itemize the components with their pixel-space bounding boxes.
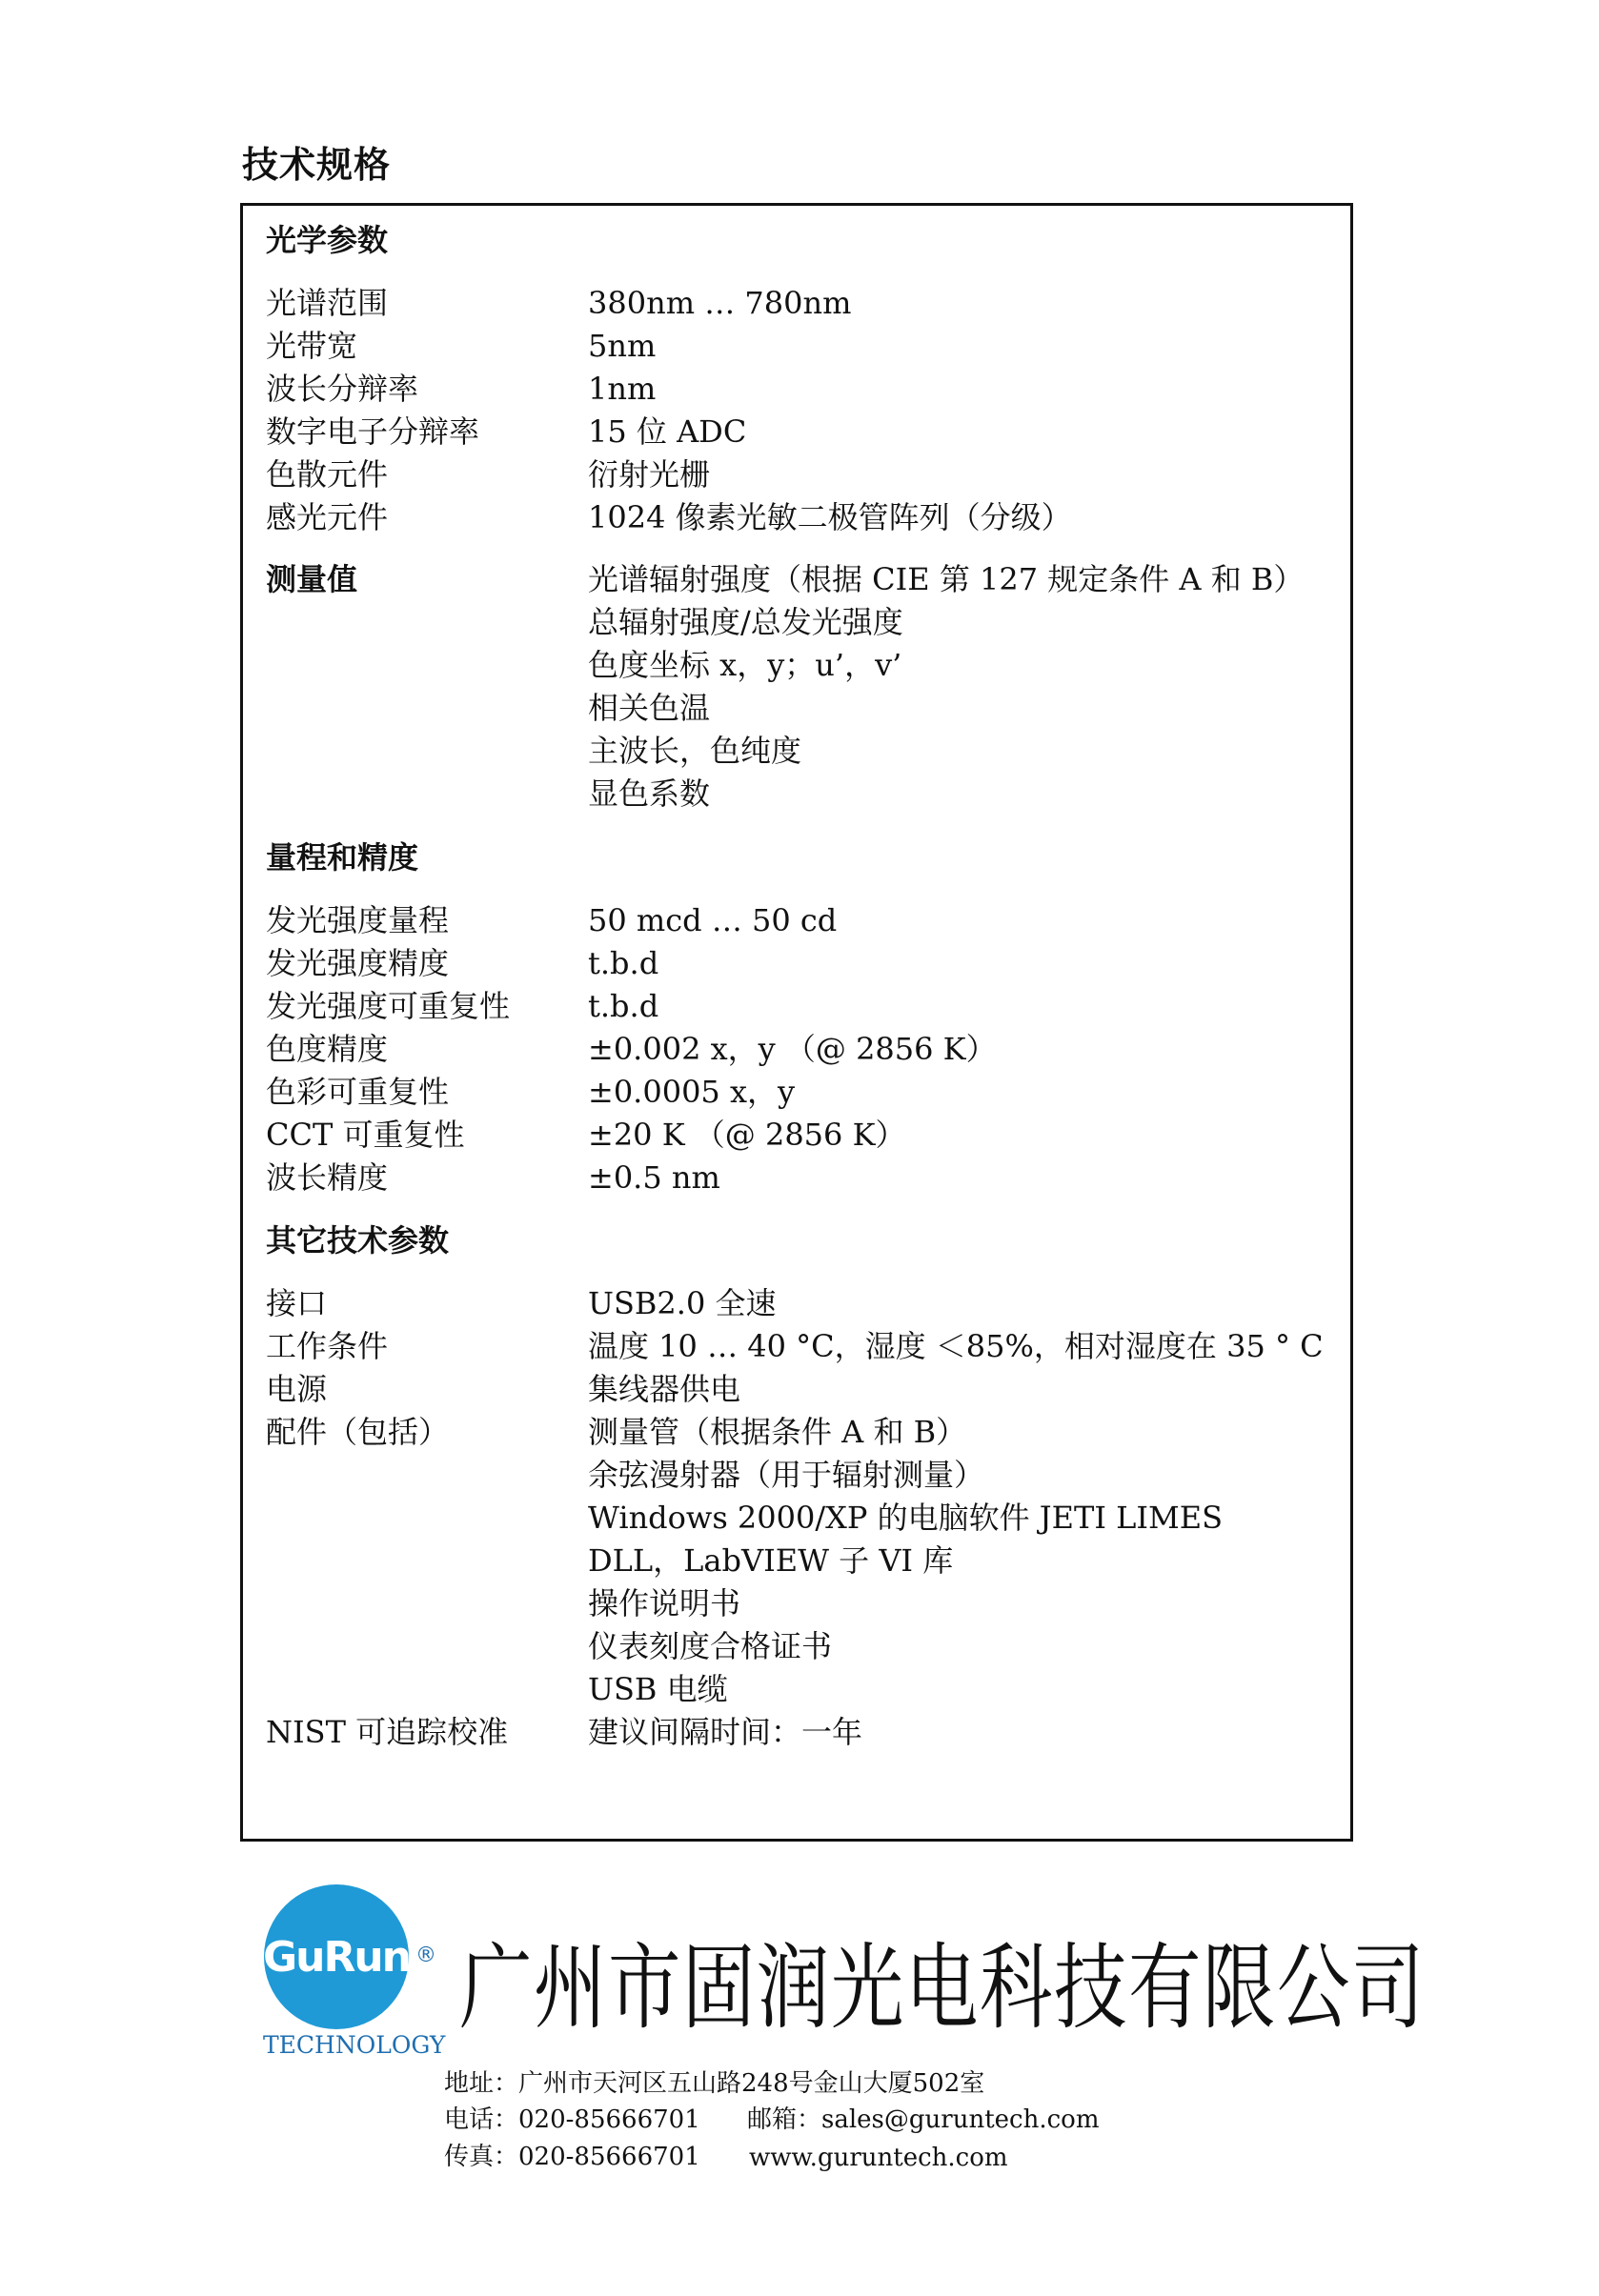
spec-label: 波长分辩率 <box>266 371 419 407</box>
spec-label <box>266 1668 588 1711</box>
spec-row <box>266 1454 1333 1497</box>
spec-value: 余弦漫射器（用于辐射测量） <box>588 1457 985 1493</box>
logo-text: GuRun <box>263 1932 410 1982</box>
spec-row <box>266 282 1333 325</box>
spec-label: 工作条件 <box>266 1328 389 1364</box>
spec-value: 1024 像素光敏二极管阵列（分级） <box>588 499 1072 535</box>
spec-row <box>266 1325 1333 1368</box>
spec-label: 接口 <box>266 1285 328 1321</box>
spec-label <box>266 1582 588 1625</box>
spec-row <box>266 899 1333 942</box>
spec-label: 波长精度 <box>266 1159 389 1196</box>
spec-value: 衍射光栅 <box>588 456 711 493</box>
spec-value: ±0.002 x，y （@ 2856 K） <box>588 1031 997 1067</box>
measurement-section <box>266 558 1333 816</box>
phone: 电话：020-85666701 <box>444 2105 700 2134</box>
spec-label <box>266 1540 588 1582</box>
spec-row <box>266 1028 1333 1071</box>
spec-row <box>266 1282 1333 1325</box>
registered-mark: ® <box>415 1944 436 1967</box>
spec-label: 数字电子分辩率 <box>266 413 480 450</box>
spec-row <box>266 1071 1333 1114</box>
spec-box <box>240 203 1353 1842</box>
range-section <box>266 836 1333 1199</box>
company-name: 广州市固润光电科技有限公司 <box>459 1934 1427 2043</box>
address: 地址：广州市天河区五山路248号金山大厦502室 <box>444 2069 985 2098</box>
spec-value: 380nm … 780nm <box>588 285 852 321</box>
measurement-value: 显色系数 <box>588 775 711 812</box>
other-section-title: 其它技术参数 <box>266 1222 450 1259</box>
spec-label: 发光强度可重复性 <box>266 988 511 1024</box>
spec-label: NIST 可追踪校准 <box>266 1714 509 1750</box>
spec-row <box>266 1625 1333 1668</box>
spec-label <box>266 1497 588 1540</box>
spec-row <box>266 1114 1333 1157</box>
spec-row <box>266 496 1333 539</box>
spec-value: t.b.d <box>588 945 659 981</box>
spec-value: 仪表刻度合格证书 <box>588 1628 833 1664</box>
other-section <box>266 1219 1333 1754</box>
spec-row <box>266 325 1333 368</box>
spec-value: t.b.d <box>588 988 659 1024</box>
spec-label: 感光元件 <box>266 499 389 535</box>
spec-row <box>266 1411 1333 1454</box>
spec-label <box>266 1625 588 1668</box>
spec-value: 5nm <box>588 328 657 364</box>
measurement-value: 光谱辐射强度（根据 CIE 第 127 规定条件 A 和 B） <box>588 561 1305 597</box>
other-rows <box>266 1282 1333 1754</box>
spec-value: 温度 10 … 40 °C，湿度 ＜85%，相对湿度在 35 ° C <box>588 1328 1324 1364</box>
optical-section <box>266 219 1333 539</box>
optical-rows <box>266 282 1333 539</box>
spec-label: 色彩可重复性 <box>266 1074 450 1110</box>
spec-value: 建议间隔时间：一年 <box>588 1714 863 1750</box>
range-section-title: 量程和精度 <box>266 839 419 876</box>
website: www.guruntech.com <box>749 2144 1008 2172</box>
spec-value: ±0.0005 x，y <box>588 1074 796 1110</box>
spec-row <box>266 1711 1333 1754</box>
spec-label: 光谱范围 <box>266 285 389 321</box>
page-title: 技术规格 <box>242 144 392 186</box>
optical-section-title: 光学参数 <box>266 222 389 258</box>
spec-row <box>266 1668 1333 1711</box>
spec-value: 集线器供电 <box>588 1371 741 1407</box>
spec-value: 1nm <box>588 371 657 407</box>
company-logo <box>264 1884 409 2029</box>
logo-subtitle: TECHNOLOGY <box>263 2031 446 2059</box>
spec-label: 色散元件 <box>266 456 389 493</box>
spec-row <box>266 942 1333 985</box>
spec-label: 光带宽 <box>266 328 358 364</box>
spec-label: 配件（包括） <box>266 1414 450 1450</box>
measurement-values <box>588 558 1333 816</box>
spec-row <box>266 1540 1333 1582</box>
spec-label: 色度精度 <box>266 1031 389 1067</box>
spec-value: ±20 K （@ 2856 K） <box>588 1117 906 1153</box>
spec-row <box>266 411 1333 453</box>
spec-row <box>266 985 1333 1028</box>
spec-value: USB2.0 全速 <box>588 1285 777 1321</box>
email: 邮箱：sales@guruntech.com <box>747 2105 1100 2134</box>
spec-label <box>266 1454 588 1497</box>
spec-value: 测量管（根据条件 A 和 B） <box>588 1414 967 1450</box>
measurement-value: 主波长，色纯度 <box>588 733 802 769</box>
spec-row <box>266 1368 1333 1411</box>
range-rows <box>266 899 1333 1199</box>
spec-value: ±0.5 nm <box>588 1159 720 1196</box>
spec-label: 发光强度精度 <box>266 945 450 981</box>
spec-value: Windows 2000/XP 的电脑软件 JETI LIMES <box>588 1500 1224 1536</box>
measurement-section-title: 测量值 <box>266 561 358 597</box>
spec-label: 电源 <box>266 1371 328 1407</box>
spec-row <box>266 1497 1333 1540</box>
spec-label: CCT 可重复性 <box>266 1117 465 1153</box>
spec-value: 15 位 ADC <box>588 413 747 450</box>
spec-value: 操作说明书 <box>588 1585 741 1621</box>
spec-row <box>266 1157 1333 1199</box>
spec-row <box>266 368 1333 411</box>
spec-row <box>266 1582 1333 1625</box>
measurement-value: 相关色温 <box>588 690 711 726</box>
measurement-value: 总辐射强度/总发光强度 <box>588 604 903 640</box>
spec-label: 发光强度量程 <box>266 902 450 938</box>
fax: 传真：020-85666701 <box>444 2143 700 2171</box>
measurement-value: 色度坐标 x，y；u’，v’ <box>588 647 902 683</box>
spec-value: 50 mcd … 50 cd <box>588 902 838 938</box>
spec-value: DLL，LabVIEW 子 VI 库 <box>588 1542 954 1579</box>
spec-row <box>266 453 1333 496</box>
spec-value: USB 电缆 <box>588 1671 728 1707</box>
